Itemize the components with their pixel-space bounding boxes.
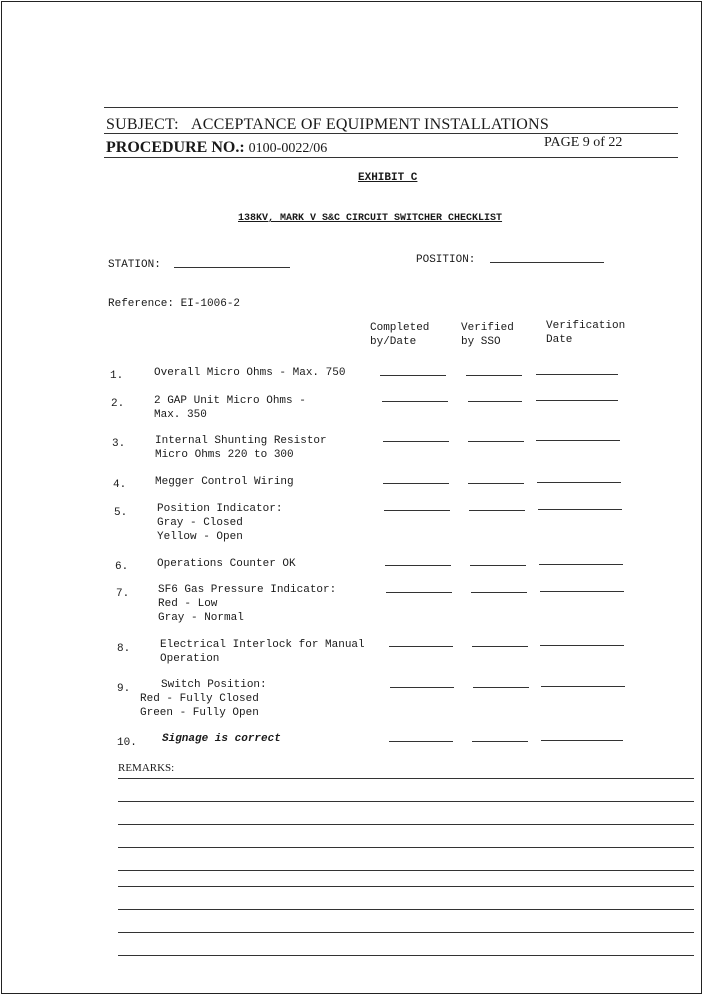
completed-field[interactable]	[389, 741, 453, 742]
col-verification-line1: Verification	[546, 320, 626, 332]
procedure-line	[106, 139, 327, 157]
subject-line	[106, 116, 549, 134]
item-line: Gray - Normal	[158, 612, 244, 624]
verified-field[interactable]	[468, 483, 524, 484]
position-field[interactable]	[490, 262, 604, 263]
verification-date-field[interactable]	[540, 591, 624, 592]
verified-field[interactable]	[472, 741, 528, 742]
remarks-line[interactable]	[118, 824, 694, 825]
item-line: Overall Micro Ohms - Max. 750	[154, 367, 346, 379]
remarks-line[interactable]	[118, 778, 694, 779]
completed-field[interactable]	[386, 592, 452, 593]
item-text	[158, 583, 336, 625]
checklist-title: 138KV, MARK V S&C CIRCUIT SWITCHER CHECKLIST	[238, 213, 503, 224]
item-line: Operation	[160, 653, 220, 665]
item-number: 8.	[117, 643, 131, 655]
verification-date-field[interactable]	[537, 482, 621, 483]
remarks-line[interactable]	[118, 955, 694, 956]
verification-date-field[interactable]	[541, 686, 625, 687]
item-number: 9.	[117, 683, 131, 695]
item-line: Switch Position:	[161, 679, 267, 691]
verified-field[interactable]	[468, 401, 522, 402]
exhibit-title: EXHIBIT C	[358, 172, 418, 184]
completed-field[interactable]	[383, 483, 449, 484]
item-line: Micro Ohms 220 to 300	[155, 449, 294, 461]
verified-field[interactable]	[473, 687, 529, 688]
item-number: 4.	[113, 479, 127, 491]
verified-field[interactable]	[472, 646, 528, 647]
item-line: Max. 350	[154, 409, 207, 421]
col-verified	[461, 321, 514, 349]
verification-date-field[interactable]	[538, 509, 622, 510]
subject-value: ACCEPTANCE OF EQUIPMENT INSTALLATIONS	[191, 116, 549, 133]
col-verified-line2: by SSO	[461, 336, 501, 348]
position-label: POSITION:	[416, 254, 476, 266]
item-line: SF6 Gas Pressure Indicator:	[158, 584, 337, 596]
remarks-line[interactable]	[118, 847, 694, 848]
page-number: PAGE 9 of 22	[544, 135, 623, 150]
item-number: 7.	[116, 588, 130, 600]
item-number: 5.	[114, 507, 128, 519]
completed-field[interactable]	[380, 375, 446, 376]
remarks-line[interactable]	[118, 909, 694, 910]
verification-date-field[interactable]	[541, 740, 623, 741]
col-verified-line1: Verified	[461, 322, 514, 334]
subject-label: SUBJECT:	[106, 116, 179, 133]
header-rule-bottom	[104, 157, 678, 158]
station-label: STATION:	[108, 259, 161, 271]
item-line: Red - Low	[158, 598, 218, 610]
col-verification-line2: Date	[546, 334, 573, 346]
verified-field[interactable]	[468, 441, 524, 442]
item-number: 2.	[111, 398, 125, 410]
remarks-line[interactable]	[118, 932, 694, 933]
completed-field[interactable]	[382, 401, 448, 402]
item-text	[162, 732, 281, 746]
remarks-line[interactable]	[118, 886, 694, 887]
item-number: 10.	[117, 737, 137, 749]
item-text	[157, 557, 296, 571]
station-field[interactable]	[174, 267, 290, 268]
item-text	[140, 678, 267, 720]
verification-date-field[interactable]	[536, 440, 620, 441]
item-line: Green - Fully Open	[140, 707, 259, 719]
verification-date-field[interactable]	[539, 564, 623, 565]
completed-field[interactable]	[385, 565, 451, 566]
verification-date-field[interactable]	[540, 645, 624, 646]
completed-field[interactable]	[383, 441, 449, 442]
verified-field[interactable]	[466, 375, 522, 376]
item-line: Yellow - Open	[157, 531, 243, 543]
item-line: Electrical Interlock for Manual	[160, 639, 365, 651]
procedure-value: 0100-0022/06	[248, 141, 328, 156]
header-rule-mid	[104, 133, 678, 134]
reference-text: Reference: EI-1006-2	[108, 298, 241, 310]
remarks-line[interactable]	[118, 801, 694, 802]
col-completed-line1: Completed	[370, 322, 430, 334]
item-line: Megger Control Wiring	[155, 476, 294, 488]
header-rule-top	[104, 107, 678, 108]
verified-field[interactable]	[469, 510, 525, 511]
item-line: Gray - Closed	[157, 517, 243, 529]
item-text	[157, 502, 282, 544]
verified-field[interactable]	[471, 592, 527, 593]
completed-field[interactable]	[384, 510, 450, 511]
verification-date-field[interactable]	[536, 400, 618, 401]
item-line: Internal Shunting Resistor	[155, 435, 327, 447]
item-text	[154, 366, 345, 380]
verified-field[interactable]	[470, 565, 526, 566]
completed-field[interactable]	[390, 687, 454, 688]
item-number: 1.	[110, 370, 124, 382]
item-line: Signage is correct	[162, 733, 281, 745]
item-line: Red - Fully Closed	[140, 693, 259, 705]
item-line: Position Indicator:	[157, 503, 283, 515]
col-verification-date	[546, 319, 625, 347]
item-number: 3.	[112, 438, 126, 450]
verification-date-field[interactable]	[536, 374, 618, 375]
item-text	[155, 434, 327, 462]
remarks-label: REMARKS:	[118, 762, 175, 774]
item-text	[155, 475, 294, 489]
procedure-label: PROCEDURE NO.:	[106, 139, 245, 156]
item-number: 6.	[115, 561, 129, 573]
item-text	[160, 638, 365, 666]
col-completed	[370, 321, 429, 349]
completed-field[interactable]	[389, 646, 453, 647]
col-completed-line2: by/Date	[370, 336, 417, 348]
item-line: 2 GAP Unit Micro Ohms -	[154, 395, 306, 407]
item-line: Operations Counter OK	[157, 558, 296, 570]
remarks-line[interactable]	[118, 870, 694, 871]
item-text	[154, 394, 306, 422]
